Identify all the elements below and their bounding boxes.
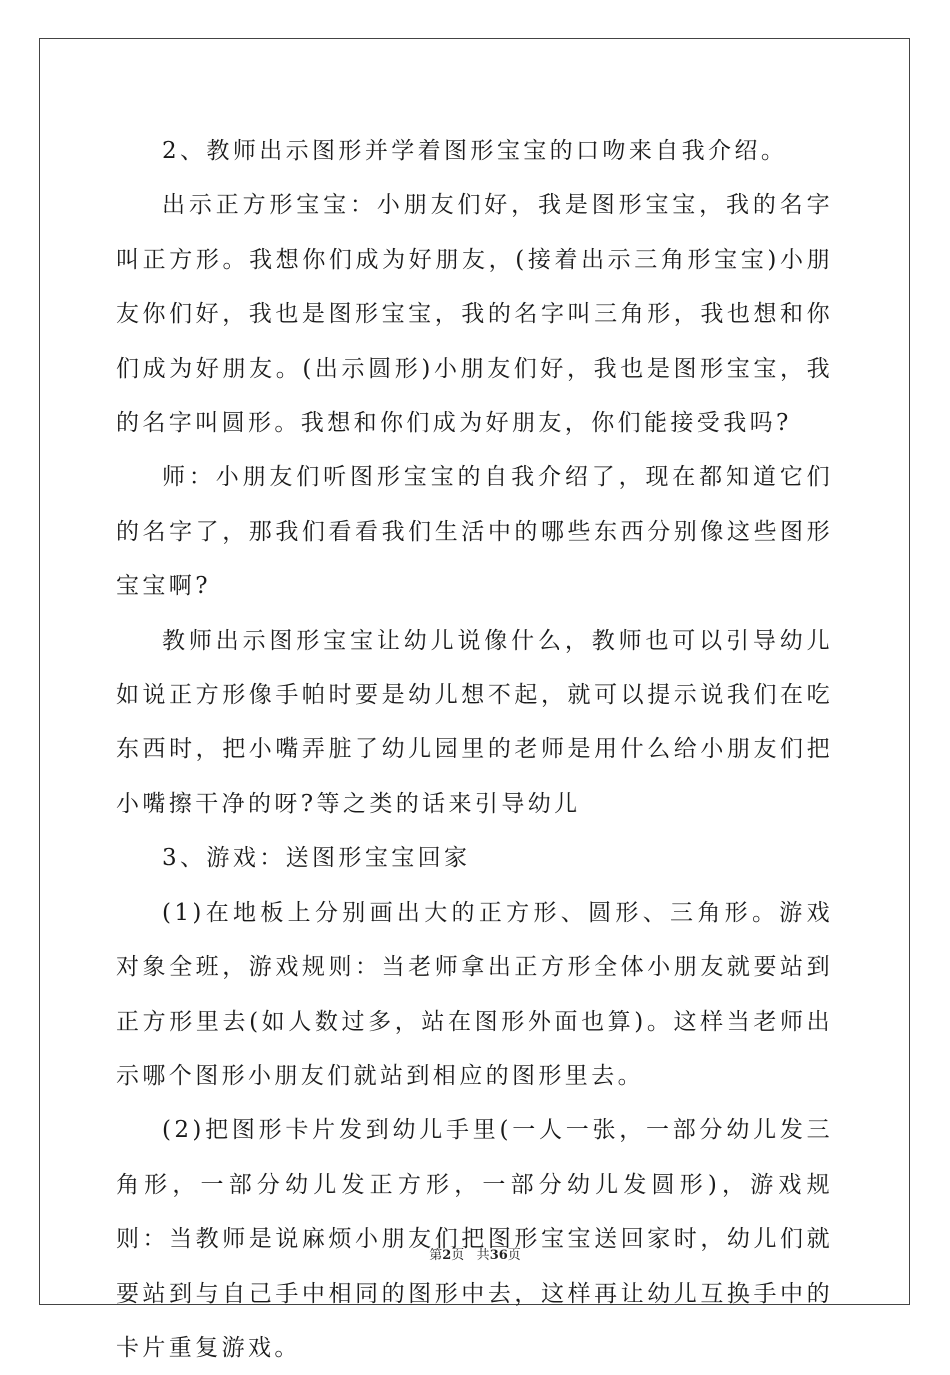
document-body — [116, 124, 833, 1375]
page-suffix: 页 — [451, 1248, 465, 1263]
total-pages: 36 — [489, 1248, 508, 1263]
total-suffix: 页 — [507, 1248, 521, 1263]
paragraph-4: 教师出示图形宝宝让幼儿说像什么，教师也可以引导幼儿如说正方形像手帕时要是幼儿想不起，就可以提示说我们在吃东西时，把小嘴弄脏了幼儿园里的老师是用什么给小朋友们把小嘴擦干净的呀?等之类的话来引导幼儿 — [116, 627, 833, 817]
page-prefix: 第 — [429, 1248, 443, 1263]
page-number: 2 — [442, 1248, 452, 1263]
paragraph-7: (2)把图形卡片发到幼儿手里(一人一张，一部分幼儿发三角形，一部分幼儿发正方形，一部分幼儿发圆形)，游戏规则：当教师是说麻烦小朋友们把图形宝宝送回家时，幼儿们就要站到与自己手中相同的图形中去，这样再让幼儿互换手中的卡片重复游戏。 — [116, 1117, 833, 1361]
paragraph-5: 3、游戏：送图形宝宝回家 — [162, 845, 471, 872]
paragraph-6: (1)在地板上分别画出大的正方形、圆形、三角形。游戏对象全班，游戏规则：当老师拿出正方形全体小朋友就要站到正方形里去(如人数过多，站在图形外面也算)。这样当老师出示哪个图形小朋友们就站到相应的图形里去。 — [116, 899, 833, 1089]
page-footer — [0, 1244, 950, 1263]
total-prefix: 共 — [476, 1248, 490, 1263]
paragraph-2: 出示正方形宝宝：小朋友们好，我是图形宝宝，我的名字叫正方形。我想你们成为好朋友，(接着出示三角形宝宝)小朋友你们好，我也是图形宝宝，我的名字叫三角形，我也想和你们成为好朋友。(出示圆形)小朋友们好，我也是图形宝宝，我的名字叫圆形。我想和你们成为好朋友，你们能接受我吗? — [116, 192, 833, 437]
paragraph-3: 师：小朋友们听图形宝宝的自我介绍了，现在都知道它们的名字了，那我们看看我们生活中的哪些东西分别像这些图形宝宝啊? — [116, 464, 833, 600]
paragraph-1: 2、教师出示图形并学着图形宝宝的口吻来自我介绍。 — [162, 138, 788, 164]
